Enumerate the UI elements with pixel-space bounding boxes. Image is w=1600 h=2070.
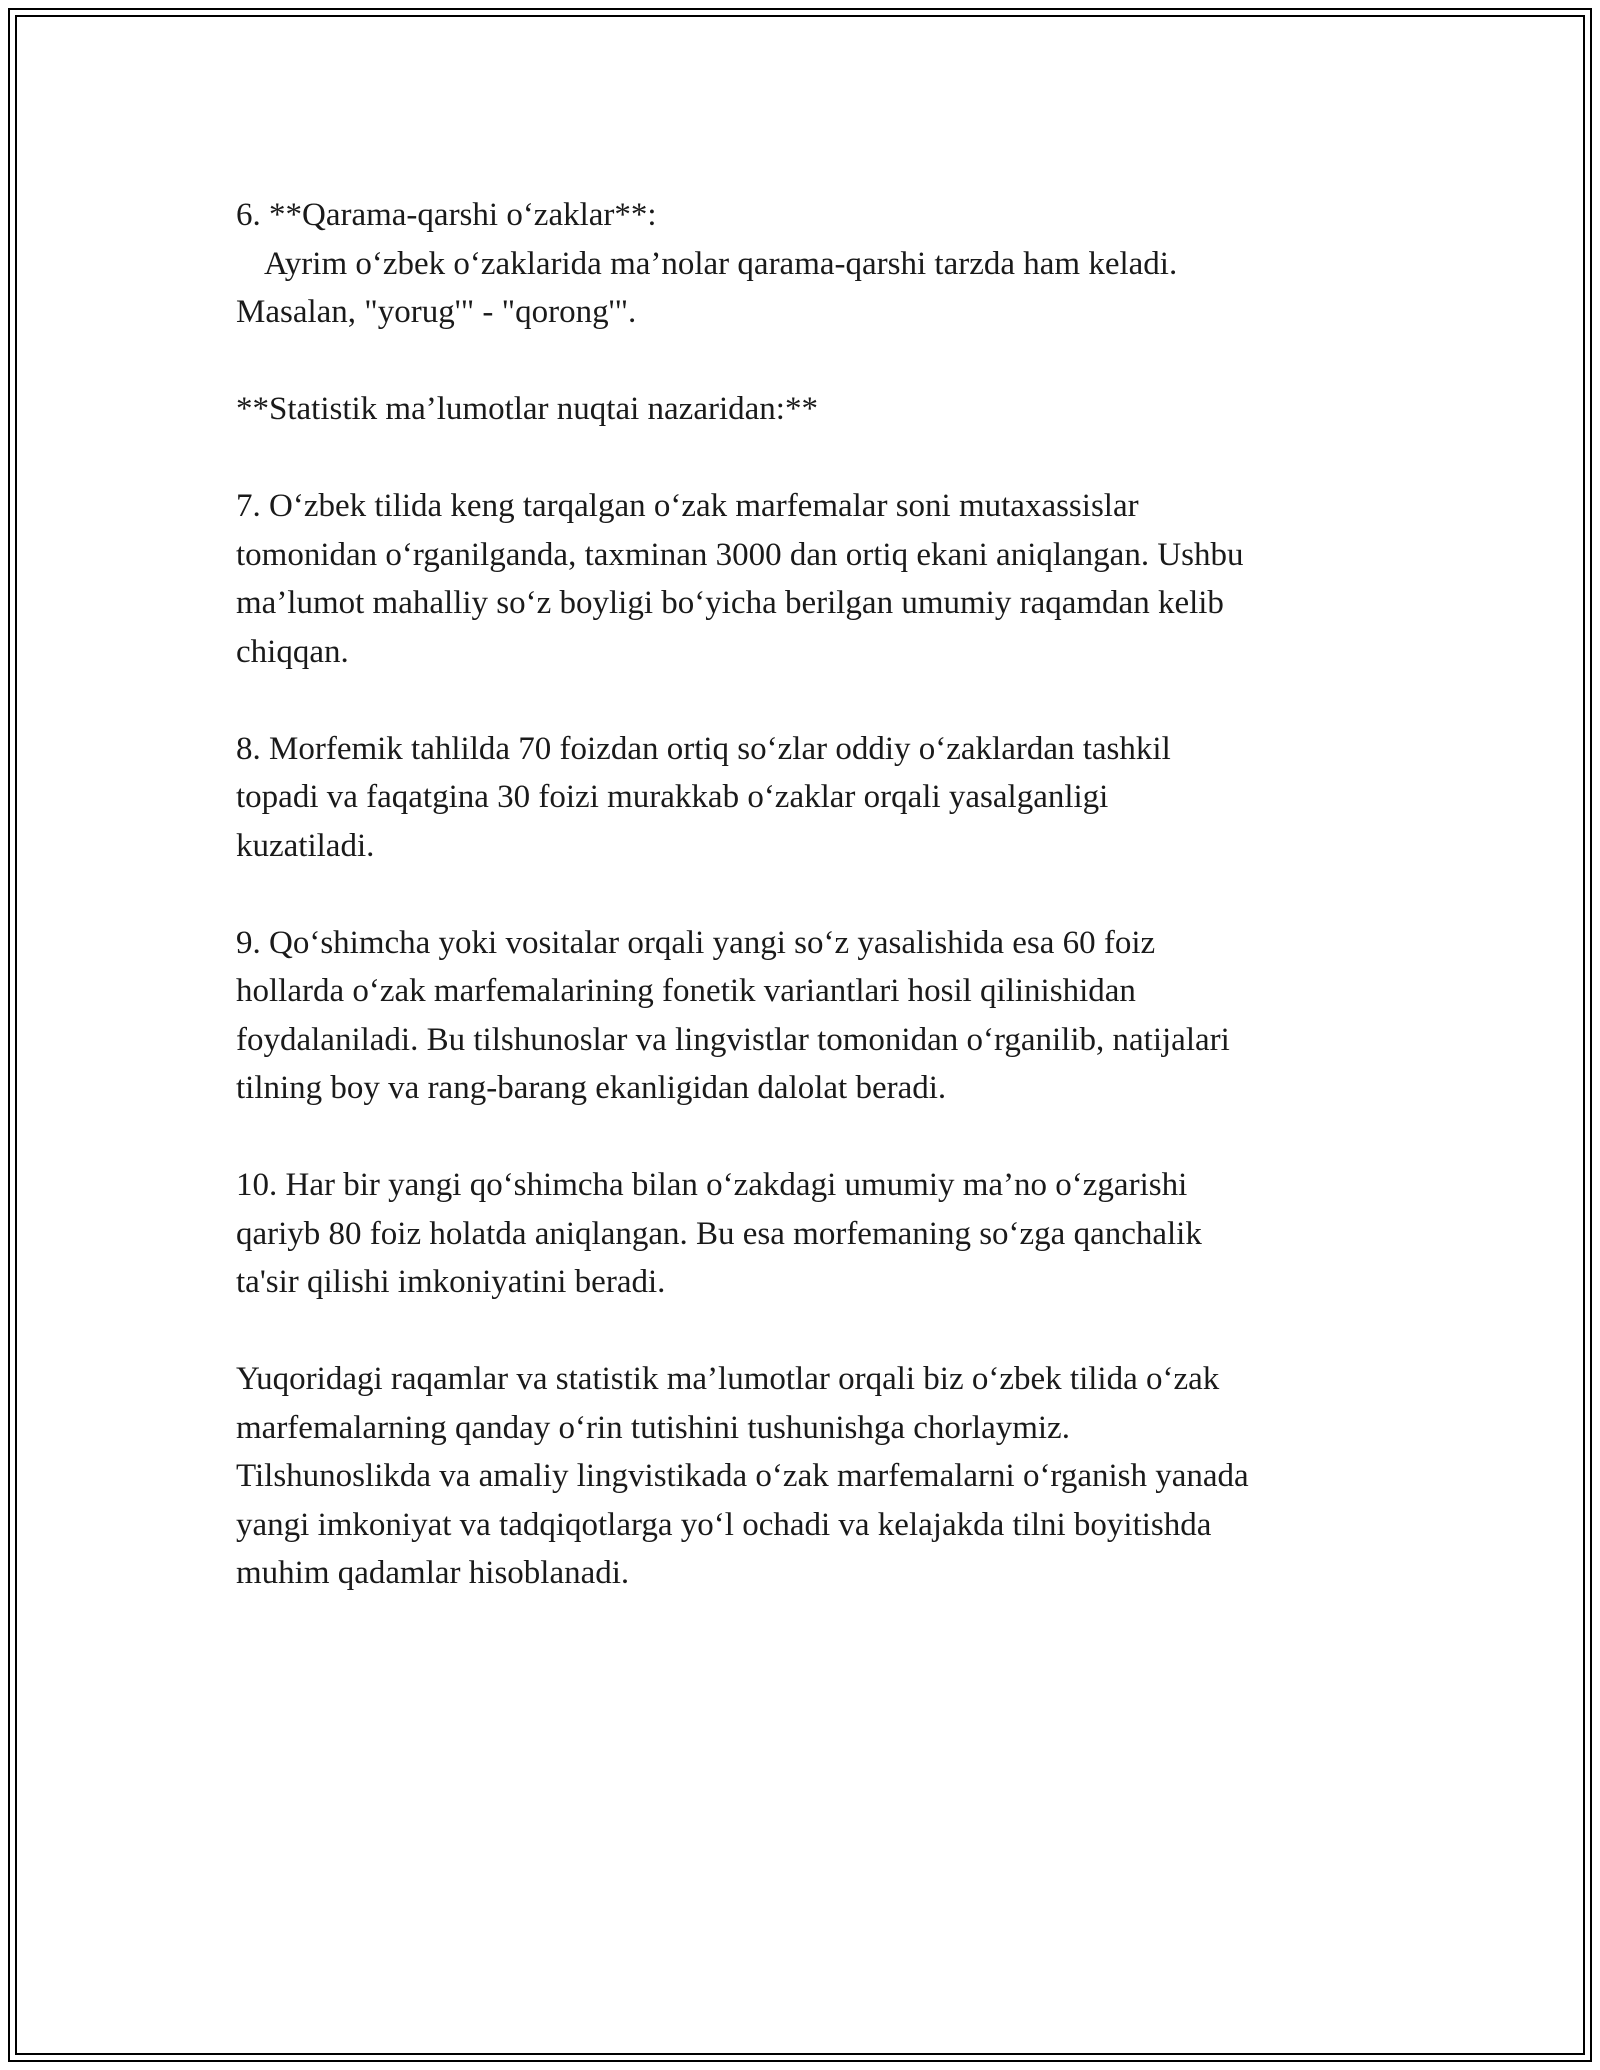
section-7-line: chiqqan. — [236, 633, 349, 670]
conclusion-paragraph — [236, 1355, 1366, 1598]
section-8-line: 8. Morfemik tahlilda 70 foizdan ortiq so‘zlar oddiy o‘zaklardan tashkil — [236, 730, 1171, 767]
section-7-line: tomonidan o‘rganilganda, taxminan 3000 dan ortiq ekani aniqlangan. Ushbu — [236, 536, 1244, 573]
section-7 — [236, 482, 1366, 676]
section-7-line: ma’lumot mahalliy so‘z boyligi bo‘yicha berilgan umumiy raqamdan kelib — [236, 585, 1224, 621]
section-10 — [236, 1161, 1366, 1307]
section-9-line: tilning boy va rang-barang ekanligidan dalolat beradi. — [236, 1070, 947, 1106]
section-8 — [236, 725, 1366, 871]
section-9-line: hollarda o‘zak marfemalarining fonetik variantlari hosil qilinishidan — [236, 973, 1136, 1009]
section-6-line: Ayrim o‘zbek o‘zaklarida ma’nolar qarama-qarshi tarzda ham keladi. — [264, 245, 1178, 282]
conclusion-line: Yuqoridagi raqamlar va statistik ma’lumotlar orqali biz o‘zbek tilida o‘zak — [236, 1361, 1220, 1397]
conclusion-line: Tilshunoslikda va amaliy lingvistikada o‘zak marfemalarni o‘rganish yanada — [236, 1458, 1249, 1494]
section-9-line: foydalaniladi. Bu tilshunoslar va lingvistlar tomonidan o‘rganilib, natijalari — [236, 1021, 1230, 1058]
section-9 — [236, 919, 1366, 1113]
section-9-line: 9. Qo‘shimcha yoki vositalar orqali yangi so‘z yasalishida esa 60 foiz — [236, 924, 1156, 961]
section-10-line: ta'sir qilishi imkoniyatini beradi. — [236, 1264, 666, 1300]
section-10-line: 10. Har bir yangi qo‘shimcha bilan o‘zakdagi umumiy ma’no o‘zgarishi — [236, 1167, 1188, 1203]
section-6 — [236, 191, 1366, 337]
conclusion-line: muhim qadamlar hisoblanadi. — [236, 1555, 630, 1591]
section-6-heading: 6. **Qarama-qarshi o‘zaklar**: — [236, 197, 657, 233]
section-8-line: kuzatiladi. — [236, 827, 375, 864]
conclusion-line: yangi imkoniyat va tadqiqotlarga yo‘l ochadi va kelajakda tilni boyitishda — [236, 1506, 1212, 1543]
section-6-line: Masalan, "yorug'" - "qorong'". — [236, 294, 637, 330]
section-7-line: 7. O‘zbek tilida keng tarqalgan o‘zak marfemalar soni mutaxassislar — [236, 488, 1139, 524]
section-8-line: topadi va faqatgina 30 foizi murakkab o‘zaklar orqali yasalganligi — [236, 779, 1109, 815]
document-body — [236, 191, 1366, 1646]
statistics-heading-text: **Statistik ma’lumotlar nuqtai nazaridan:** — [236, 391, 818, 427]
statistics-heading — [236, 385, 1366, 434]
section-10-line: qariyb 80 foiz holatda aniqlangan. Bu esa morfemaning so‘zga qanchalik — [236, 1215, 1202, 1252]
conclusion-line: marfemalarning qanday o‘rin tutishini tushunishga chorlaymiz. — [236, 1409, 1070, 1446]
